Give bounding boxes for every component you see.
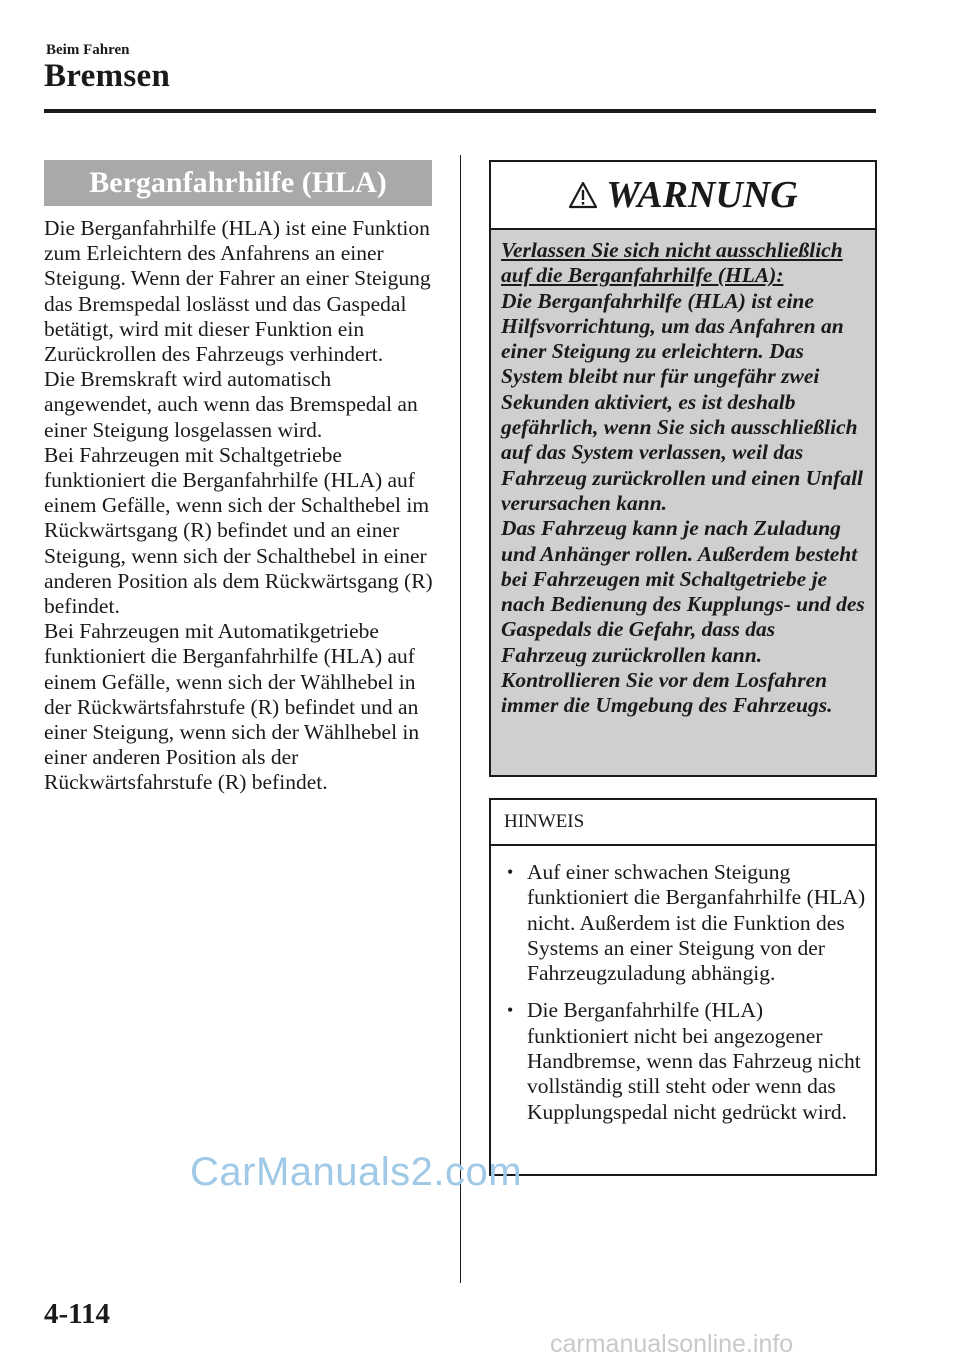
warning-title: WARNUNG [606, 174, 798, 216]
warning-lead: Verlassen Sie sich nicht ausschließlich auf die Berganfahrhilfe (HLA): [501, 238, 843, 288]
page-number: 4-114 [44, 1298, 111, 1330]
watermark-logo: CarManuals2.com [190, 1150, 523, 1194]
note-title: HINWEIS [504, 811, 585, 832]
note-item: • Auf einer schwachen Steigung funktioniert die Berganfahrhilfe (HLA) nicht. Außerdem ist die Funktion des Systems an einer Steigung von der Fahrzeugzuladung abhängig. [527, 860, 867, 986]
note-list [491, 846, 875, 1125]
body-text [44, 216, 444, 796]
hla-heading-text: Berganfahrhilfe (HLA) [89, 166, 387, 199]
body-paragraph: Die Bremskraft wird automatisch angewendet, auch wenn das Bremspedal an einer Steigung losgelassen wird. [44, 367, 418, 442]
column-divider [460, 155, 461, 1283]
warning-header [491, 162, 875, 230]
note-box [489, 798, 877, 1176]
warning-triangle-icon [568, 181, 598, 209]
warning-paragraph: Die Berganfahrhilfe (HLA) ist eine Hilfsvorrichtung, um das Anfahren an einer Steigung zu erleichtern. Das System bleibt nur für ungefähr zwei Sekunden aktiviert, es ist deshalb gefährlich, wenn Sie sich ausschließlich auf das System verlassen, weil das Fahrzeug zurückrollen und einen Unfall verursachen kann. [501, 288, 864, 515]
note-header [491, 800, 875, 846]
body-paragraph: Bei Fahrzeugen mit Automatikgetriebe funktioniert die Berganfahrhilfe (HLA) auf einem Gefälle, wenn sich der Wählhebel in der Rückwärtsfahrstufe (R) befindet und an einer Steigung, wenn sich der Wählhebel in einer anderen Position als der Rückwärtsfahrstufe (R) befindet. [44, 619, 420, 795]
header-rule [44, 109, 876, 113]
warning-text [491, 230, 875, 719]
body-paragraph: Die Berganfahrhilfe (HLA) ist eine Funktion zum Erleichtern des Anfahrens an einer Steigung. Wenn der Fahrer an einer Steigung das Bremspedal loslässt und das Gaspedal betätigt, wird mit dieser Funktion ein Zurückrollen des Fahrzeugs verhindert. [44, 216, 431, 367]
section-title: Bremsen [44, 58, 171, 94]
hla-heading [44, 160, 432, 206]
chapter-label: Beim Fahren [46, 42, 130, 58]
note-item: • Die Berganfahrhilfe (HLA) funktioniert nicht bei angezogener Handbremse, wenn das Fahrzeug nicht vollständig still steht oder wenn das Kupplungspedal nicht gedrückt wird. [527, 998, 867, 1124]
watermark-url: carmanualsonline.info [550, 1330, 794, 1358]
warning-paragraph: Kontrollieren Sie vor dem Losfahren immer die Umgebung des Fahrzeugs. [501, 668, 833, 718]
warning-box [489, 160, 877, 777]
body-paragraph: Bei Fahrzeugen mit Schaltgetriebe funktioniert die Berganfahrhilfe (HLA) auf einem Gefälle, wenn sich der Schalthebel im Rückwärtsgang (R) befindet und an einer Steigung, wenn sich der Schalthebel in einer anderen Position als dem Rückwärtsgang (R) befindet. [44, 442, 433, 619]
warning-paragraph: Das Fahrzeug kann je nach Zuladung und Anhänger rollen. Außerdem besteht bei Fahrzeugen mit Schaltgetriebe je nach Bedienung des Kupplungs- und des Gaspedals die Gefahr, dass das Fahrzeug zurückrollen kann. [501, 516, 865, 667]
